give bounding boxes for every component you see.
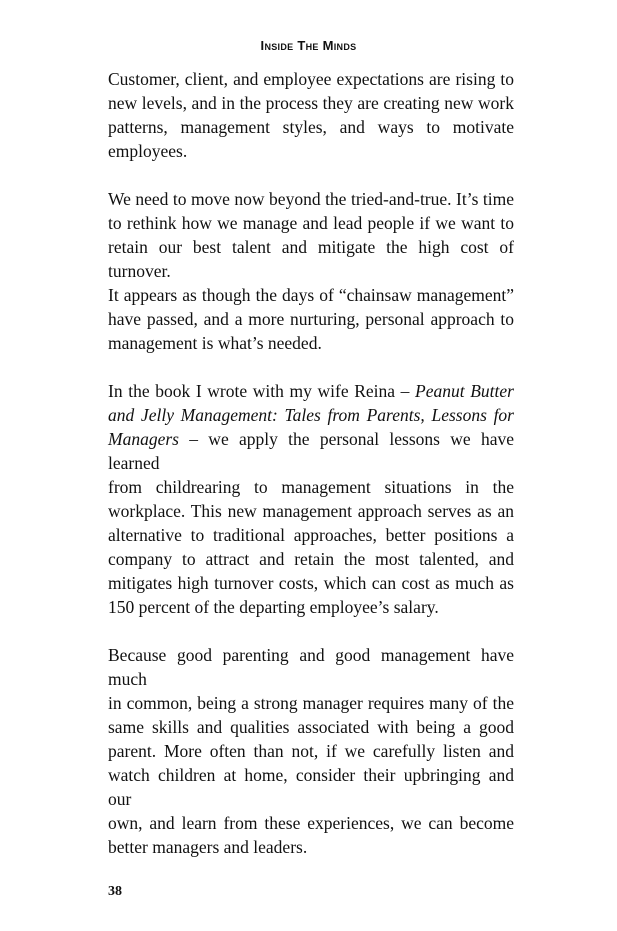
text-segment: management is what’s needed. (108, 333, 322, 353)
text-line (108, 499, 514, 523)
book-title-text: Peanut Butter (415, 381, 514, 401)
text-line (108, 739, 514, 763)
text-segment: own, and learn from these experiences, we can become (108, 813, 514, 833)
text-line (108, 595, 514, 619)
text-segment: 150 percent of the departing employee’s salary. (108, 597, 439, 617)
text-line (108, 547, 514, 571)
text-line (108, 91, 514, 115)
text-line (108, 67, 514, 91)
text-line (108, 715, 514, 739)
paragraph-1 (108, 67, 514, 163)
text-segment: better managers and leaders. (108, 837, 308, 857)
paragraph-2 (108, 187, 514, 355)
book-title-text: and Jelly Management: Tales from Parents, Lessons for (108, 405, 514, 425)
text-line (108, 643, 514, 691)
text-segment: watch children at home, consider their upbringing and our (108, 765, 514, 809)
text-segment: to rethink how we manage and lead people if we want to (108, 213, 514, 233)
text-line (108, 115, 514, 139)
text-line (108, 235, 514, 283)
text-line (108, 691, 514, 715)
text-line (108, 475, 514, 499)
text-line (108, 835, 514, 859)
running-header: Inside The Minds (260, 38, 357, 53)
text-segment: same skills and qualities associated with being a good (108, 717, 514, 737)
text-segment: Because good parenting and good management have much (108, 645, 514, 689)
text-line (108, 283, 514, 307)
text-segment: from childrearing to management situations in the (108, 477, 514, 497)
text-segment: parent. More often than not, if we carefully listen and (108, 741, 514, 761)
text-segment: have passed, and a more nurturing, personal approach to (108, 309, 514, 329)
text-line (108, 379, 514, 403)
text-segment: new levels, and in the process they are creating new work (108, 93, 514, 113)
text-segment: – we apply the personal lessons we have learned (108, 429, 514, 473)
text-line (108, 571, 514, 595)
paragraph-4 (108, 643, 514, 859)
text-segment: employees. (108, 141, 188, 161)
text-segment: mitigates high turnover costs, which can cost as much as (108, 573, 514, 593)
text-segment: We need to move now beyond the tried-and-true. It’s time (108, 189, 514, 209)
text-line (108, 403, 514, 427)
text-segment: in common, being a strong manager requires many of the (108, 693, 514, 713)
text-line (108, 763, 514, 811)
paragraph-3 (108, 379, 514, 619)
text-line (108, 139, 514, 163)
text-line (108, 331, 514, 355)
book-title-text: Managers (108, 429, 179, 449)
page-number: 38 (108, 884, 122, 899)
text-line (108, 811, 514, 835)
text-line (108, 427, 514, 475)
text-segment: It appears as though the days of “chainsaw management” (108, 285, 514, 305)
text-segment: patterns, management styles, and ways to motivate (108, 117, 514, 137)
text-line (108, 307, 514, 331)
text-line (108, 187, 514, 211)
text-segment: Customer, client, and employee expectations are rising to (108, 69, 514, 89)
text-segment: company to attract and retain the most talented, and (108, 549, 514, 569)
text-segment: alternative to traditional approaches, better positions a (108, 525, 514, 545)
text-line (108, 523, 514, 547)
text-line (108, 211, 514, 235)
text-segment: retain our best talent and mitigate the high cost of turnover. (108, 237, 514, 281)
text-segment: In the book I wrote with my wife Reina – (108, 381, 416, 401)
text-segment: workplace. This new management approach serves as an (108, 501, 514, 521)
